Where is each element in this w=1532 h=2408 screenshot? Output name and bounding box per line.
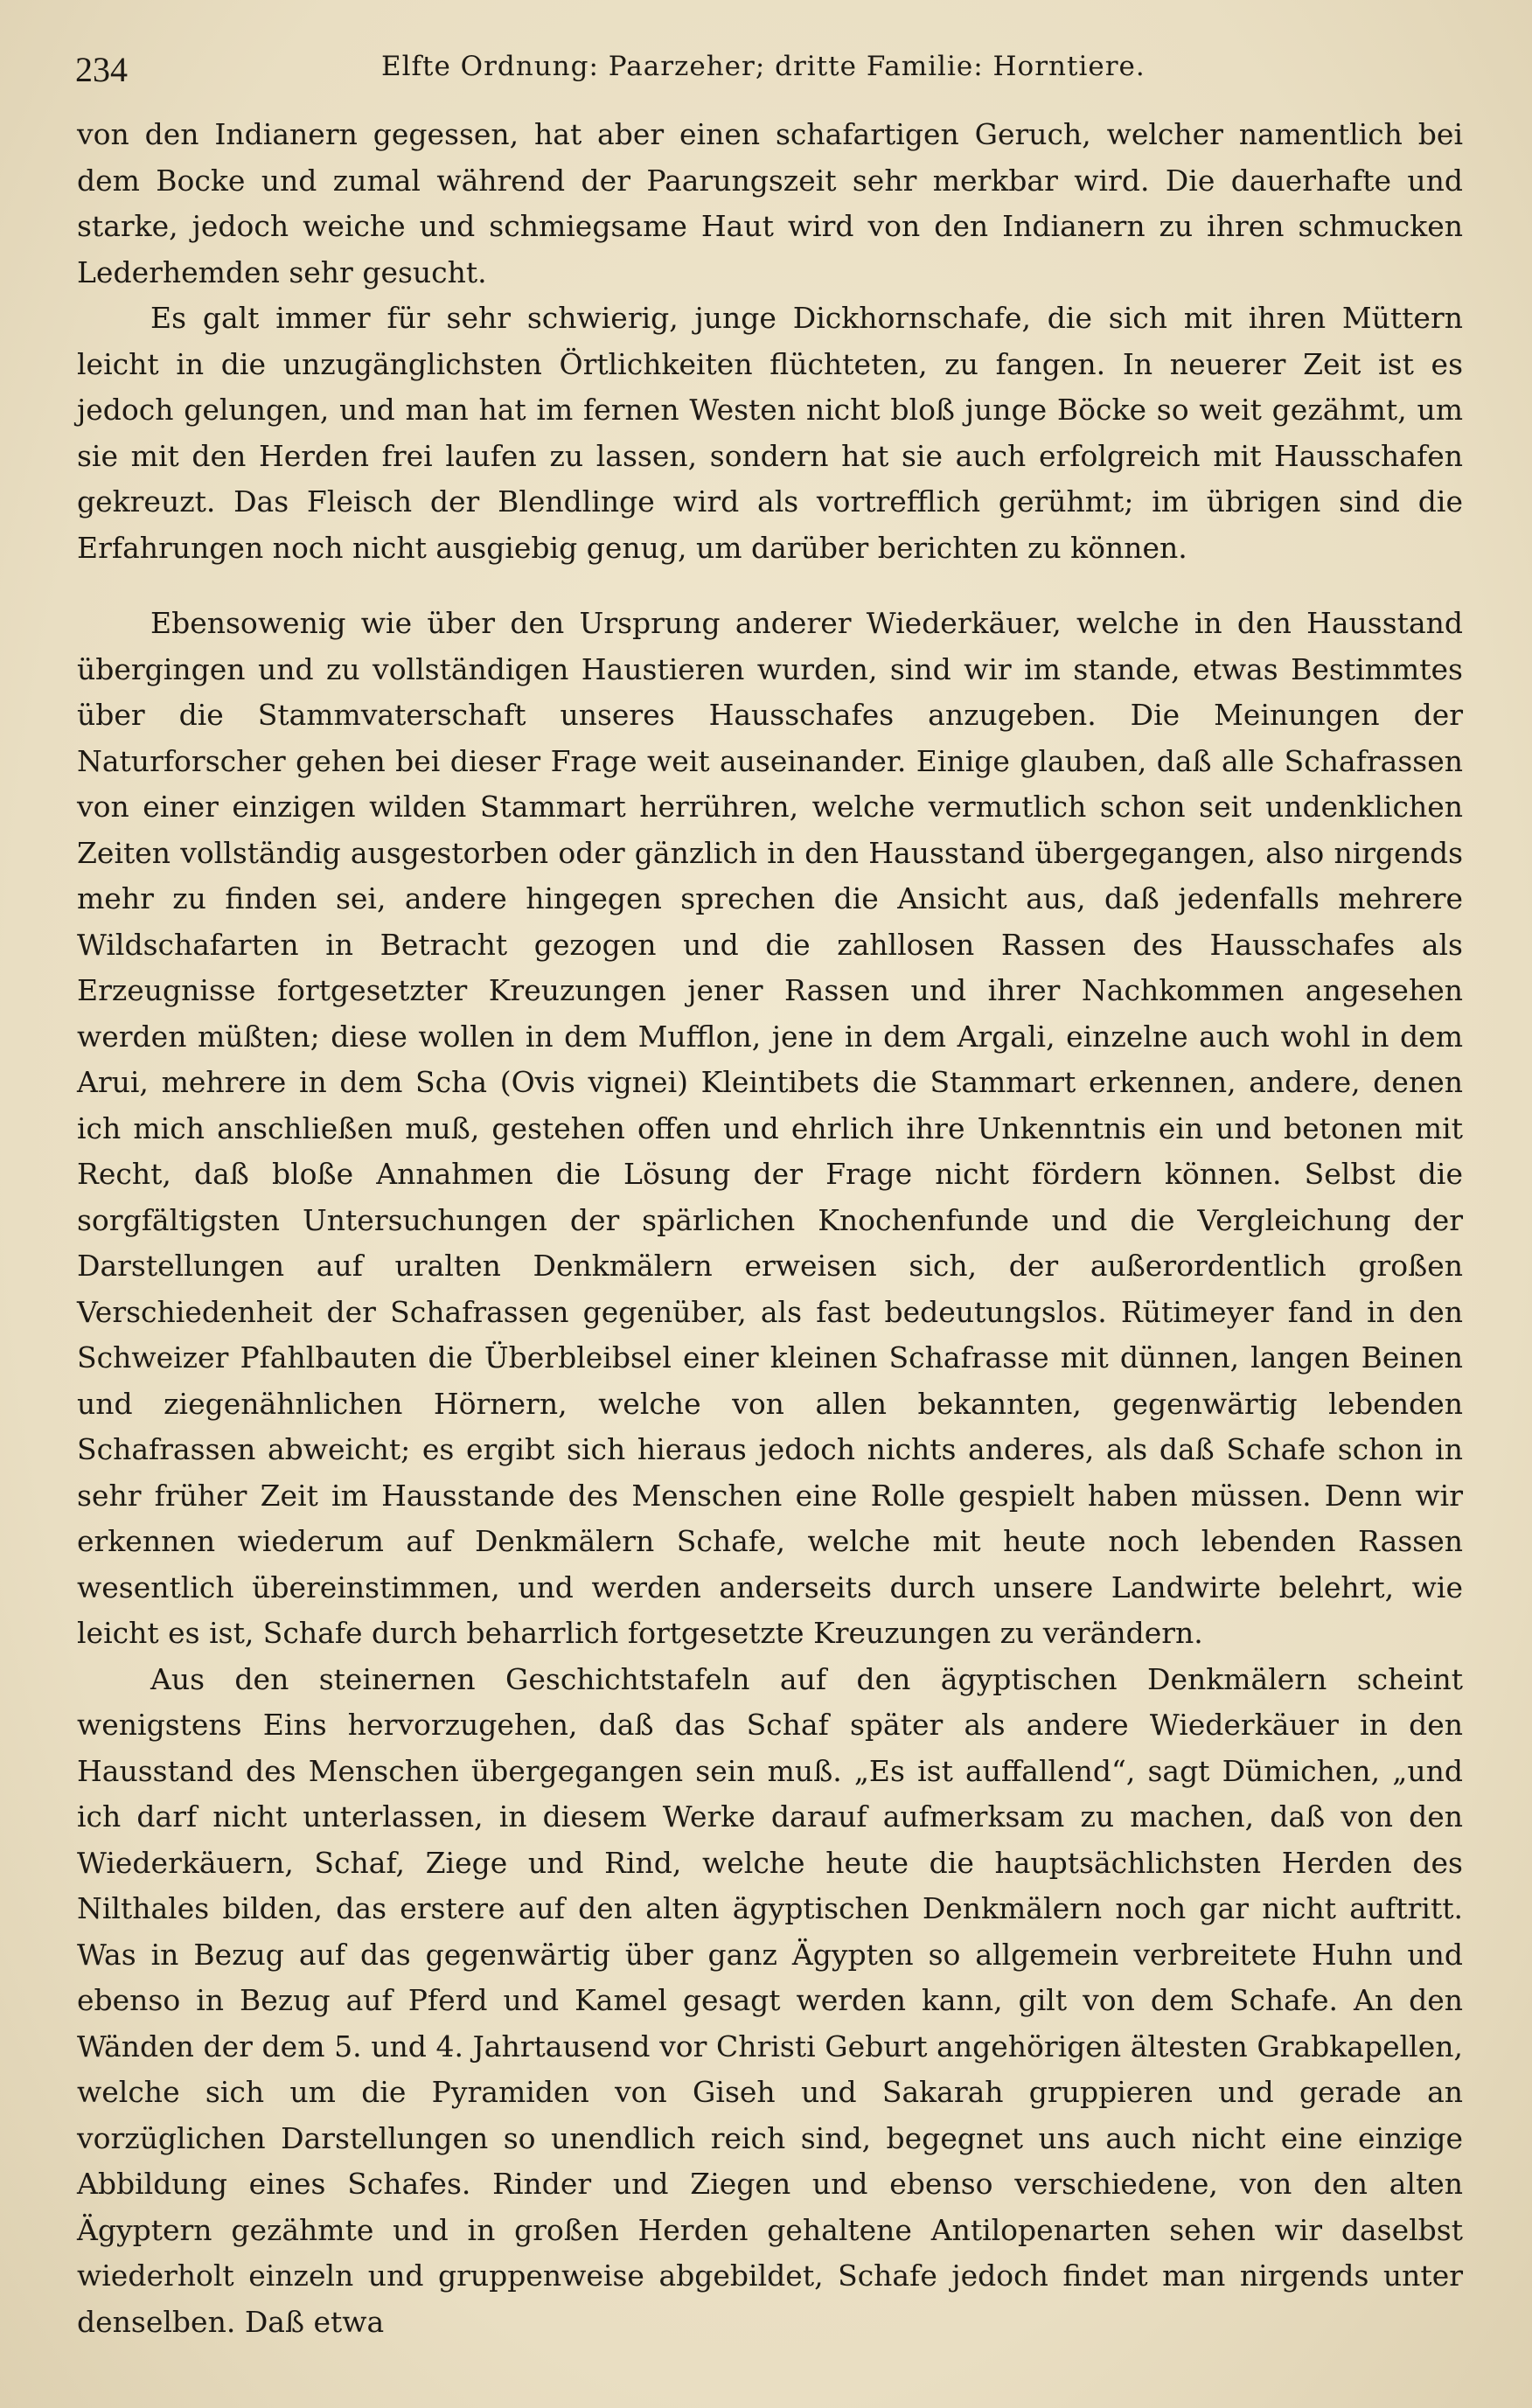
page-header [75, 45, 1466, 98]
paragraph-stammvaterschaft: Ebensowenig wie über den Ursprung anderer Wiederkäuer, welche in den Hausstand übergingen und zu vollständigen Haustieren wurden, sind wir im stande, etwas Bestimmtes über die Stammvaterschaft unseres Hausschafes anzugeben. Die Meinungen der Naturforscher gehen bei dieser Frage weit auseinander. Einige glauben, daß alle Schafrassen von einer einzigen wilden Stammart herrühren, welche vermutlich schon seit undenklichen Zeiten vollständig ausgestorben oder gänzlich in den Hausstand übergegangen, also nirgends mehr zu finden sei, andere hingegen sprechen die Ansicht aus, daß jedenfalls mehrere Wildschafarten in Betracht gezogen und die zahllosen Rassen des Hausschafes als Erzeugnisse fortgesetzter Kreuzungen jener Rassen und ihrer Nachkommen angesehen werden müßten; diese wollen in dem Mufflon, jene in dem Argali, einzelne auch wohl in dem Arui, mehrere in dem Scha (Ovis vignei) Kleintibets die Stammart erkennen, andere, denen ich mich anschließen muß, gestehen offen und ehrlich ihre Unkenntnis ein und betonen mit Recht, daß bloße Annahmen die Lösung der Frage nicht fördern können. Selbst die sorgfältigsten Untersuchungen der spärlichen Knochenfunde und die Vergleichung der Darstellungen auf uralten Denkmälern erweisen sich, der außerordentlich großen Verschiedenheit der Schafrassen gegenüber, als fast bedeutungslos. Rütimeyer fand in den Schweizer Pfahlbauten die Überbleibsel einer kleinen Schafrasse mit dünnen, langen Beinen und ziegenähnlichen Hörnern, welche von allen bekannten, gegenwärtig lebenden Schafrassen abweicht; es ergibt sich hieraus jedoch nichts anderes, als daß Schafe schon in sehr früher Zeit im Hausstande des Menschen eine Rolle gespielt haben müssen. Denn wir erkennen wiederum auf Denkmälern Schafe, welche mit heute noch lebenden Rassen wesentlich übereinstimmen, und werden anderseits durch unsere Landwirte belehrt, wie leicht es ist, Schafe durch beharrlich fortgesetzte Kreuzungen zu verändern. [77, 606, 1463, 1650]
body-text [77, 112, 1463, 2345]
running-head: Elfte Ordnung: Paarzeher; dritte Familie: Horntiere. [381, 51, 1146, 82]
paragraph-aegyptische-denkmaeler: Aus den steinernen Geschichtstafeln auf den ägyptischen Denkmälern scheint wenigstens Eins hervorzugehen, daß das Schaf später als andere Wiederkäuer in den Hausstand des Menschen übergegangen sein muß. „Es ist auffallend“, sagt Dümichen, „und ich darf nicht unterlassen, in diesem Werke darauf aufmerksam zu machen, daß von den Wiederkäuern, Schaf, Ziege und Rind, welche heute die hauptsächlichsten Herden des Nilthales bilden, das erstere auf den alten ägyptischen Denkmälern noch gar nicht auftritt. Was in Bezug auf das gegenwärtig über ganz Ägypten so allgemein verbreitete Huhn und ebenso in Bezug auf Pferd und Kamel gesagt werden kann, gilt von dem Schafe. An den Wänden der dem 5. und 4. Jahrtausend vor Christi Geburt angehörigen ältesten Grabkapellen, welche sich um die Pyramiden von Giseh und Sakarah gruppieren und gerade an vorzüglichen Darstellungen so unendlich reich sind, begegnet uns auch nicht eine einzige Abbildung eines Schafes. Rinder und Ziegen und ebenso verschiedene, von den alten Ägyptern gezähmte und in großen Herden gehaltene Antilopenarten sehen wir daselbst wiederholt einzeln und gruppenweise abgebildet, Schafe jedoch findet man nirgends unter denselben. Daß etwa [77, 1661, 1463, 2339]
paragraph-dickhornschafe: Es galt immer für sehr schwierig, junge Dickhornschafe, die sich mit ihren Müttern leicht in die unzugänglichsten Örtlichkeiten flüchteten, zu fangen. In neuerer Zeit ist es jedoch gelungen, und man hat im fernen Westen nicht bloß junge Böcke so weit gezähmt, um sie mit den Herden frei laufen zu lassen, sondern hat sie auch erfolgreich mit Hausschafen gekreuzt. Das Fleisch der Blendlinge wird als vortrefflich gerühmt; im übrigen sind die Erfahrungen noch nicht ausgiebig genug, um darüber berichten zu können. [77, 301, 1463, 565]
paragraph-continuation: von den Indianern gegessen, hat aber einen schafartigen Geruch, welcher namentlich bei dem Bocke und zumal während der Paarungszeit sehr merkbar wird. Die dauerhafte und starke, jedoch weiche und schmiegsame Haut wird von den Indianern zu ihren schmucken Lederhemden sehr gesucht. [77, 117, 1463, 289]
page-number: 234 [75, 50, 128, 89]
